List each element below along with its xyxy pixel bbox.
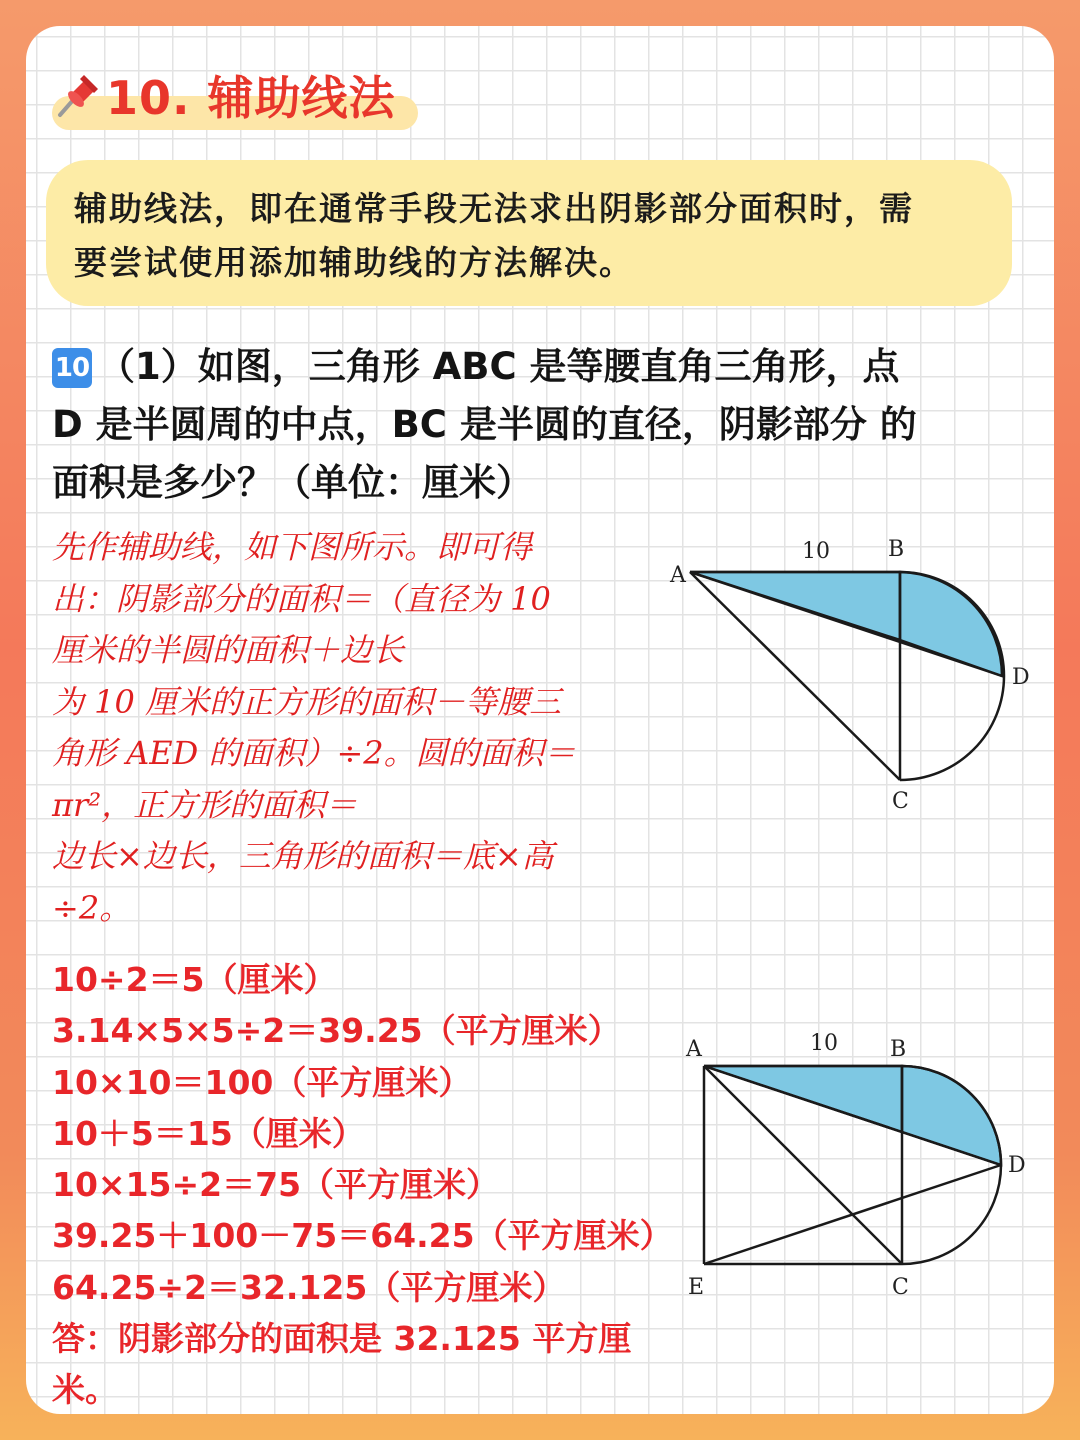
solution-text: [52, 522, 652, 934]
question-text: （1）如图，三角形 ABC 是等腰直角三角形，点: [98, 345, 900, 388]
label-B: B: [888, 537, 905, 562]
label-B: B: [890, 1037, 907, 1062]
pushpin-icon: [54, 71, 102, 119]
label-A: A: [686, 1037, 702, 1062]
solution-line: 为 10 厘米的正方形的面积－等腰三: [52, 682, 562, 721]
shaded-arc-region: [902, 1066, 1001, 1165]
label-D: D: [1008, 1153, 1026, 1178]
question-line: 面积是多少？（单位：厘米）: [52, 461, 533, 504]
title-row: [54, 60, 396, 130]
label-E: E: [688, 1275, 705, 1300]
calc-answer: 答：阴影部分的面积是 32.125 平方厘: [52, 1319, 632, 1359]
intro-line: 要尝试使用添加辅助线的方法解决。: [74, 243, 634, 282]
question-number-badge: 10: [52, 348, 92, 388]
solution-line: 出：阴影部分的面积＝（直径为 10: [52, 579, 551, 618]
label-C: C: [892, 1275, 909, 1300]
label-D: D: [1012, 665, 1030, 690]
calc-line: 10×15÷2＝75（平方厘米）: [52, 1165, 500, 1205]
calc-line: 10＋5＝15（厘米）: [52, 1113, 365, 1153]
intro-line: 辅助线法，即在通常手段无法求出阴影部分面积时，需: [74, 189, 914, 228]
question-line: [52, 338, 1032, 396]
length-label: 10: [802, 539, 830, 564]
solution-line: ÷2。: [52, 888, 132, 927]
content-card: [26, 26, 1054, 1414]
solution-line: πr²，正方形的面积＝: [52, 785, 358, 824]
calc-line: 3.14×5×5÷2＝39.25（平方厘米）: [52, 1011, 621, 1051]
length-label: 10: [810, 1031, 838, 1056]
intro-box: [46, 160, 1012, 306]
figure-triangle-semicircle: [656, 526, 1054, 836]
question: [52, 338, 1032, 512]
calculation-steps: [52, 954, 672, 1414]
figure-auxiliary-lines: [666, 1026, 1054, 1326]
calc-line: 39.25＋100－75＝64.25（平方厘米）: [52, 1216, 673, 1256]
solution-line: 边长×边长，三角形的面积＝底×高: [52, 837, 554, 875]
solution-line: 角形 AED 的面积）÷2。圆的面积＝: [52, 734, 576, 772]
calc-answer: 米。: [52, 1370, 118, 1410]
calc-line: 10×10＝100（平方厘米）: [52, 1062, 472, 1102]
calc-line: 64.25÷2＝32.125（平方厘米）: [52, 1267, 566, 1307]
solution-line: 厘米的半圆的面积＋边长: [52, 631, 405, 669]
shaded-arc-region: [900, 572, 1002, 676]
label-A: A: [670, 563, 686, 588]
calc-line: 10÷2＝5（厘米）: [52, 960, 337, 999]
question-line: D 是半圆周的中点，BC 是半圆的直径，阴影部分 的: [52, 403, 917, 446]
page-title: 10. 辅助线法: [106, 71, 396, 125]
solution-line: 先作辅助线，如下图所示。即可得: [52, 528, 533, 566]
label-C: C: [892, 789, 909, 814]
